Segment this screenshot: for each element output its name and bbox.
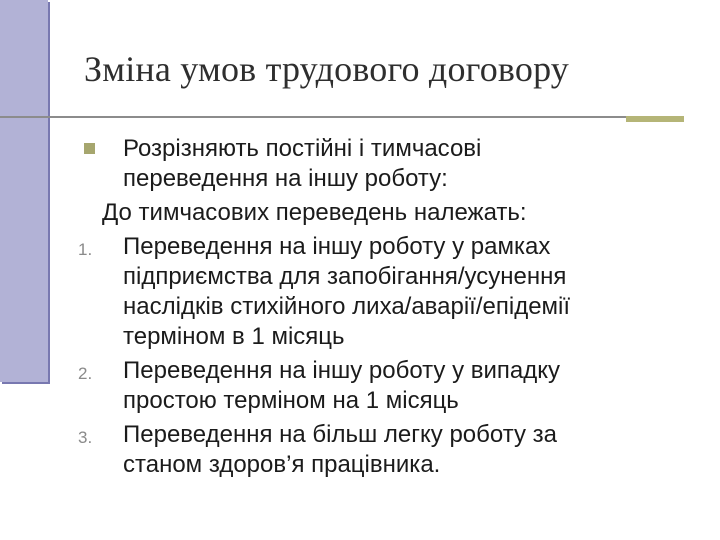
slide-body xyxy=(76,134,676,480)
subheading: До тимчасових переведень належать: xyxy=(102,199,527,226)
item-line: станом здоров’я працівника. xyxy=(123,451,441,478)
underline-grey xyxy=(0,116,684,118)
title-underline xyxy=(0,116,684,122)
underline-accent xyxy=(626,116,684,122)
item-line: терміном в 1 місяць xyxy=(123,323,345,350)
bullet-paragraph xyxy=(76,134,676,194)
list-item-2 xyxy=(76,356,676,416)
item-number: 1. xyxy=(78,240,93,259)
bullet-line: переведення на іншу роботу: xyxy=(123,165,448,192)
item-number: 2. xyxy=(78,364,93,383)
item-line: простою терміном на 1 місяць xyxy=(123,387,459,414)
slide-title: Зміна умов трудового договору xyxy=(84,49,569,89)
item-line: Переведення на більш легку роботу за xyxy=(123,421,557,448)
list-item-1 xyxy=(76,232,676,352)
list-item-3 xyxy=(76,420,676,480)
item-line: Переведення на іншу роботу у рамках xyxy=(123,233,551,260)
left-decorative-band xyxy=(0,0,48,382)
item-number: 3. xyxy=(78,428,93,447)
bullet-line: Розрізняють постійні і тимчасові xyxy=(123,135,482,162)
item-line: наслідків стихійного лиха/аварії/епідемії xyxy=(123,293,571,320)
item-line: підприємства для запобігання/усунення xyxy=(123,263,567,290)
item-line: Переведення на іншу роботу у випадку xyxy=(123,357,561,384)
square-bullet-icon xyxy=(84,143,95,154)
